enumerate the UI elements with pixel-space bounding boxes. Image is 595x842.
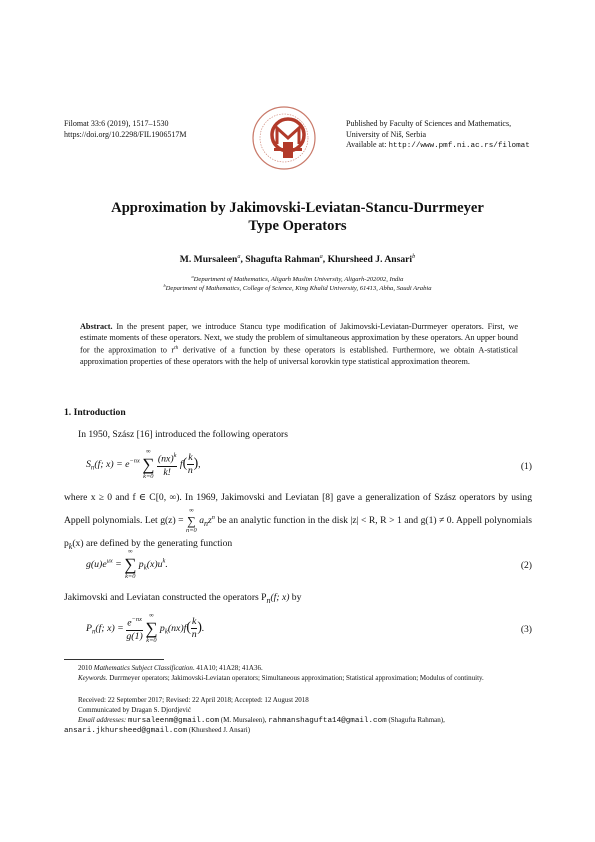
intro-paragraph-2-text-a: where x ≥ 0 and f ∈ C[0, ∞). In 1969, Jakimovski and Leviatan [8] gave a generalization of Szász operators by using Appell polynomials. Let g(z) = <box>64 492 532 527</box>
email-owner: (Shagufta Rahman), <box>388 716 445 724</box>
intro-paragraph-3: Jakimovski and Leviatan constructed the operators $P_n(f$; x) by <box>64 592 302 605</box>
intro-paragraph-2: where x ≥ 0 and f ∈ C[0, ∞). In 1969, Jakimovski and Leviatan [8] gave a generalization of Szász operators by using Appell polynomials. Let g(z) = ∞ ∑ n=0 $a_nz^n$ be an analytic function in the disk |z| < R, R > 1 and g(1) ≠ 0. Appell polynomials $p_k(x)$ are defined by the generating function <box>64 492 532 552</box>
title-line-2: Type Operators <box>248 217 347 234</box>
journal-url-link[interactable]: http://www.pmf.ni.ac.rs/filomat <box>388 142 530 150</box>
msc-codes: . 41A10; 41A28; 41A36. <box>192 664 263 672</box>
abstract-text-2: derivative of a function by these operators is established. Furthermore, we obtain A-statistical approximation properties of these operators with the help of universal korovkin type statistical approximation theorem. <box>80 345 518 367</box>
equation-2-number: (2) <box>520 560 532 571</box>
paper-title <box>0 200 595 235</box>
intro-paragraph-3-text: Jakimovski and Leviatan constructed the operators P <box>64 592 267 603</box>
author-list: M. Mursaleen$^a$, Shagufta Rahman$^a$, Khursheed J. Ansari$^b$ <box>179 253 416 266</box>
footnote-emails <box>64 716 532 736</box>
footnote-received: Received: 22 September 2017; Revised: 22 April 2018; Accepted: 12 August 2018 <box>78 696 309 704</box>
email-link[interactable]: ansari.jkhursheed@gmail.com <box>64 727 188 736</box>
section-heading: 1. Introduction <box>64 407 126 418</box>
university-seal-logo <box>250 104 318 172</box>
email-link[interactable]: rahmanshagufta14@gmail.com <box>268 717 387 725</box>
equation-1-number: (1) <box>520 461 532 472</box>
equation-1: $S_n(f$; $x) = e^{-nx}$ ∞ ∑ k=0 $\frac{(nx)^k}{k!}$ f( $\frac{k}{n}$ ), <box>86 448 201 480</box>
publisher-info <box>346 119 530 152</box>
equation-3: $P_n(f$; x) = $\frac{e^{-nx}}{g(1)}$ ∞ ∑ k=0 $p_k(nx)f$( $\frac{k}{n}$ ). <box>86 612 205 644</box>
author-name: M. Mursaleen <box>179 254 238 266</box>
abstract-label: Abstract. <box>80 322 113 331</box>
doi-link[interactable]: https://doi.org/10.2298/FIL1906517M <box>64 129 187 139</box>
author-name: Khursheed J. Ansari <box>327 254 413 266</box>
keywords-label: Keywords <box>78 674 106 682</box>
author-affiliation-mark: a <box>319 253 323 260</box>
publisher-line-2: University of Niš, Serbia <box>346 129 426 139</box>
email-owner: (M. Mursaleen), <box>220 716 267 724</box>
footnote-rule <box>64 659 164 660</box>
footnote-keywords <box>64 674 532 683</box>
footnote-communicated: Communicated by Dragan S. Djordjević <box>78 706 191 714</box>
availability-line <box>346 140 530 152</box>
keywords-text: . Durrmeyer operators; Jakimovski-Leviatan operators; Simultaneous approximation; Statistical approximation; Modulus of continuity. <box>105 674 484 682</box>
author-affiliation-mark: b <box>412 253 416 260</box>
abstract-text-1: In the present paper, we introduce Stancu type modification of Jakimovski-Leviatan-Durrmeyer operators. First, we estimate moments of these operators. Next, we study the problem of simultaneous approximation by these operators. An upper bound for the approximation to r <box>80 322 518 355</box>
available-label: Available at: <box>346 140 387 149</box>
author-affiliation-mark: a <box>237 253 241 260</box>
msc-label: Mathematics Subject Classification <box>93 664 193 672</box>
affiliation-a-text: Department of Mathematics, Aligarh Muslim University, Aligarh-202002, India <box>193 276 404 284</box>
footnote-msc <box>64 664 532 673</box>
affiliation-a: $^a$Department of Mathematics, Aligarh Muslim University, Aligarh-202002, India <box>191 274 404 284</box>
abstract: Abstract. In the present paper, we introduce Stancu type modification of Jakimovski-Leviatan-Durrmeyer operators. First, we estimate moments of these operators. Next, we study the problem of simultaneous approximation by these operators. An upper bound for the approximation to $r^{th}$ derivative of a function by these operators is established. Furthermore, we obtain A-statistical approximation properties of these operators with the help of universal korovkin type statistical approximation theorem. <box>80 322 518 367</box>
msc-year: 2010 <box>78 664 92 672</box>
intro-paragraph-1: In 1950, Szász [16] introduced the following operators <box>78 429 288 440</box>
intro-paragraph-2-text-c: (x) are defined by the generating function <box>72 538 233 550</box>
affiliation-b-text: Department of Mathematics, College of Science, King Khalid University, 61413, Abha, Saudi Arabia <box>165 285 432 293</box>
affiliation-b: $^b$Department of Mathematics, College of Science, King Khalid University, 61413, Abha, Saudi Arabia <box>163 283 432 293</box>
email-label: Email addresses: <box>78 716 127 724</box>
equation-2: $g(u)e^{ux}$ = ∞ ∑ k=0 $p_k(x)u^k$. <box>86 548 168 580</box>
title-line-1: Approximation by Jakimovski-Leviatan-Stancu-Durrmeyer <box>111 200 484 216</box>
journal-header <box>64 119 187 140</box>
email-link[interactable]: mursaleenm@gmail.com <box>127 717 220 725</box>
equation-3-number: (3) <box>520 624 532 635</box>
author-name: Shagufta Rahman <box>245 254 320 266</box>
publisher-line-1: Published by Faculty of Sciences and Mathematics, <box>346 119 512 128</box>
email-owner: (Khursheed J. Ansari) <box>188 726 251 735</box>
intro-paragraph-2-text-b: be an analytic function in the disk |z| < R, R > 1 and g(1) ≠ 0. Appell polynomials p <box>64 515 532 550</box>
journal-citation: Filomat 33:6 (2019), 1517–1530 <box>64 119 169 128</box>
